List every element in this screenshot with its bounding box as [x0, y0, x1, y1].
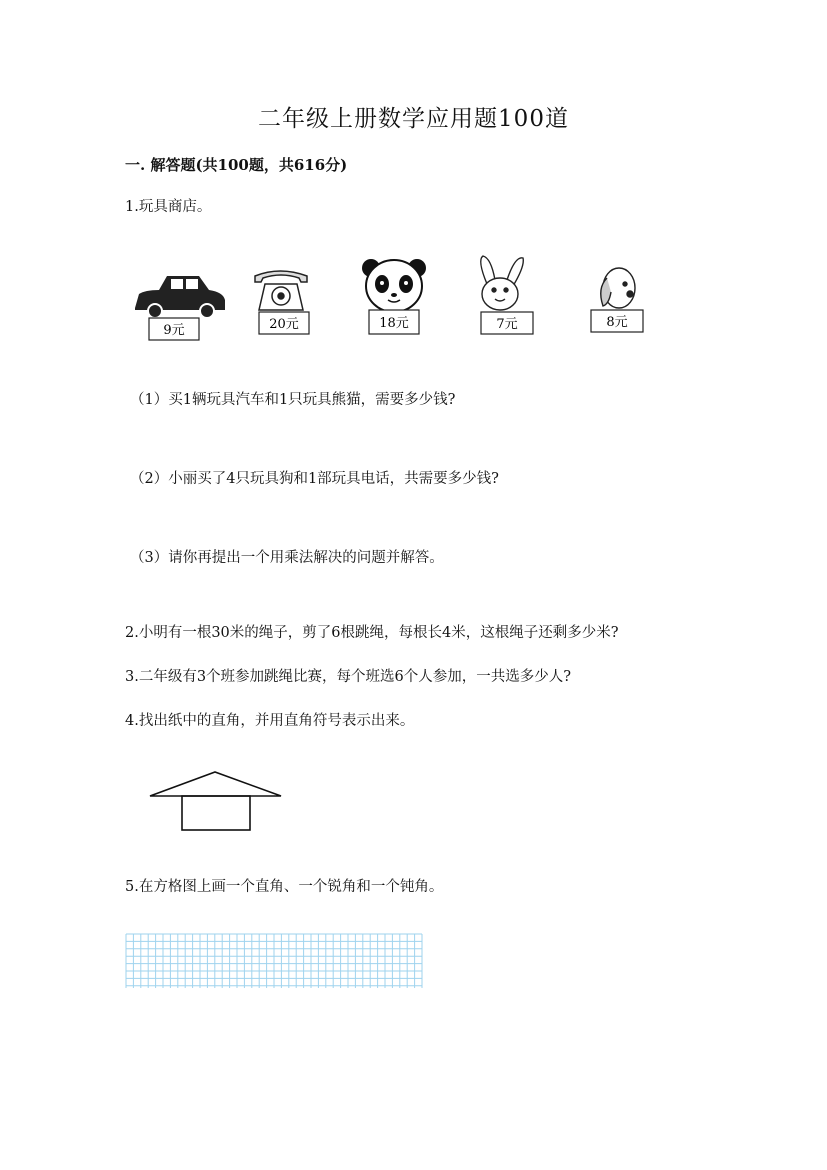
price-panda: 18元	[379, 316, 409, 331]
price-dog: 8元	[606, 315, 628, 330]
question-2: 2.小明有一根30米的绳子，剪了6根跳绳，每根长4米，这根绳子还剩多少米?	[125, 625, 619, 641]
toy-car-icon	[135, 276, 225, 318]
square-grid[interactable]	[125, 933, 423, 989]
toy-telephone-icon	[255, 271, 307, 310]
toy-store-figure	[125, 248, 665, 348]
question-1-part-2: （2）小丽买了4只玩具狗和1部玩具电话，共需要多少钱?	[130, 471, 499, 487]
toy-rabbit-icon	[481, 256, 524, 310]
toy-panda-icon	[362, 259, 426, 312]
toy-dog-icon	[601, 268, 635, 308]
right-angle-figure	[146, 768, 286, 834]
question-4: 4.找出纸中的直角，并用直角符号表示出来。	[125, 713, 415, 729]
question-3: 3.二年级有3个班参加跳绳比赛，每个班选6个人参加，一共选多少人?	[125, 669, 572, 685]
page-title: 二年级上册数学应用题100道	[258, 106, 569, 132]
price-car: 9元	[163, 323, 185, 338]
question-1-part-3: （3）请你再提出一个用乘法解决的问题并解答。	[130, 550, 444, 566]
question-1-part-1: （1）买1辆玩具汽车和1只玩具熊猫，需要多少钱?	[130, 392, 456, 408]
section-header: 一. 解答题(共100题，共616分)	[125, 156, 348, 174]
question-5: 5.在方格图上画一个直角、一个锐角和一个钝角。	[125, 879, 444, 895]
price-rabbit: 7元	[496, 317, 518, 332]
question-1-stem: 1.玩具商店。	[125, 199, 212, 215]
price-telephone: 20元	[269, 317, 299, 332]
